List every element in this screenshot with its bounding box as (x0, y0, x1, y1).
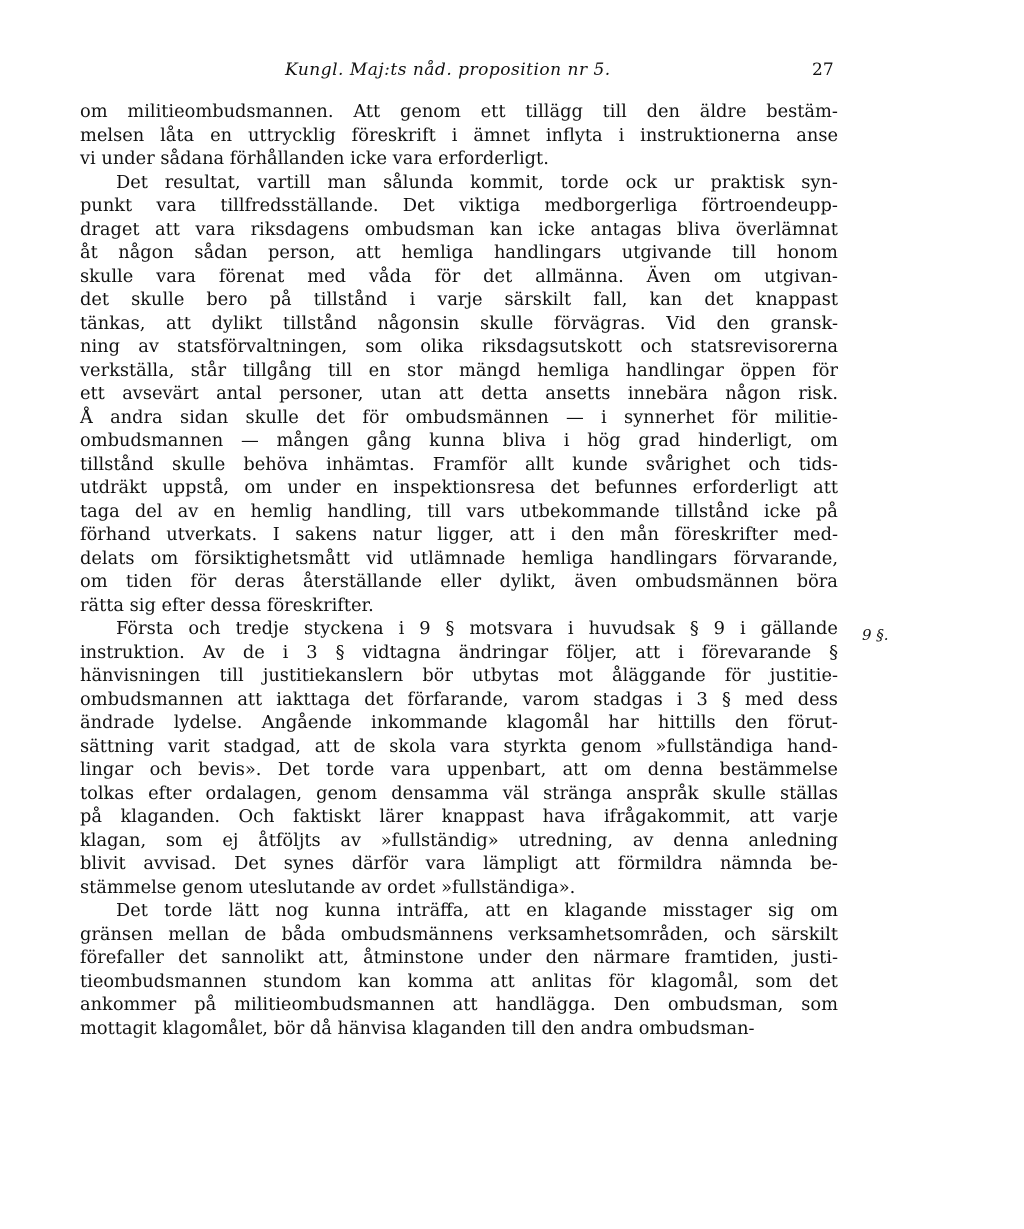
text-line: stämmelse genom uteslutande av ordet »fullständiga». (80, 876, 576, 898)
text-line: det skulle bero på tillstånd i varje särskilt fall, kan det knappast (80, 289, 838, 310)
text-line: blivit avvisad. Det synes därför vara lämpligt att förmildra nämnda be- (80, 853, 838, 874)
text-line: åt någon sådan person, att hemliga handlingars utgivande till honom (80, 242, 838, 263)
body-text (80, 100, 838, 1040)
text-line: mottagit klagomålet, bör då hänvisa klaganden till den andra ombudsman- (80, 1017, 755, 1039)
text-line: Det torde lätt nog kunna inträffa, att en klagande misstager sig om (116, 900, 838, 921)
text-line: gränsen mellan de båda ombudsmännens verksamhetsområden, och särskilt (80, 923, 838, 945)
text-line: lingar och bevis». Det torde vara uppenbart, att om denna bestämmelse (80, 759, 838, 780)
page-number: 27 (812, 60, 834, 80)
text-line: verkställa, står tillgång till en stor mängd hemliga handlingar öppen för (80, 359, 838, 381)
text-line: Det resultat, vartill man sålunda kommit, torde ock ur praktisk syn- (116, 171, 838, 193)
text-line: ombudsmannen att iakttaga det förfarande, varom stadgas i 3 § med dess (80, 688, 838, 710)
text-line: sättning varit stadgad, att de skola vara styrkta genom »fullständiga hand- (80, 735, 838, 757)
text-line: tänkas, att dylikt tillstånd någonsin skulle förvägras. Vid den gransk- (80, 312, 838, 334)
text-line: vi under sådana förhållanden icke vara erforderligt. (80, 148, 549, 169)
text-line: om tiden för deras återställande eller dylikt, även ombudsmännen böra (80, 571, 838, 592)
text-line: ett avsevärt antal personer, utan att detta ansetts innebära någon risk. (80, 383, 838, 404)
margin-note: 9 §. (862, 626, 889, 644)
text-line: tolkas efter ordalagen, genom densamma väl stränga anspråk skulle ställas (80, 782, 838, 804)
text-line: om militieombudsmannen. Att genom ett tillägg till den äldre bestäm- (80, 101, 838, 122)
text-line: utdräkt uppstå, om under en inspektionsresa det befunnes erforderligt att (80, 477, 838, 498)
text-line: taga del av en hemlig handling, till vars utbekommande tillstånd icke på (80, 500, 838, 522)
text-line: Första och tredje styckena i 9 § motsvara i huvudsak § 9 i gällande (116, 618, 838, 639)
text-line: tillstånd skulle behöva inhämtas. Framför allt kunde svårighet och tids- (80, 453, 838, 475)
text-line: delats om försiktighetsmått vid utlämnade hemliga handlingars förvarande, (80, 547, 838, 569)
text-line: draget att vara riksdagens ombudsman kan icke antagas bliva överlämnat (80, 218, 838, 240)
text-line: ombudsmannen — mången gång kunna bliva i hög grad hinderligt, om (80, 430, 838, 451)
text-line: ning av statsförvaltningen, som olika riksdagsutskott och statsrevisorerna (80, 336, 838, 357)
text-line: tieombudsmannen stundom kan komma att anlitas för klagomål, som det (80, 970, 838, 992)
text-line: instruktion. Av de i 3 § vidtagna ändringar följer, att i förevarande § (80, 641, 838, 663)
text-line: ankommer på militieombudsmannen att handlägga. Den ombudsman, som (80, 994, 838, 1015)
text-line: klagan, som ej åtföljts av »fullständig» utredning, av denna anledning (80, 829, 838, 851)
text-line: förefaller det sannolikt att, åtminstone under den närmare framtiden, justi- (80, 947, 838, 968)
text-line: punkt vara tillfredsställande. Det viktiga medborgerliga förtroendeupp- (80, 195, 838, 216)
text-line: Å andra sidan skulle det för ombudsmännen — i synnerhet för militie- (80, 406, 838, 428)
running-header-title: Kungl. Maj:ts nåd. proposition nr 5. (285, 60, 611, 80)
text-line: skulle vara förenat med våda för det allmänna. Även om utgivan- (80, 265, 838, 287)
text-line: hänvisningen till justitiekanslern bör utbytas mot åläggande för justitie- (80, 665, 838, 686)
text-line: ändrade lydelse. Angående inkommande klagomål har hittills den förut- (80, 712, 838, 733)
text-line: melsen låta en uttrycklig föreskrift i ämnet inflyta i instruktionerna anse (80, 124, 838, 146)
text-line: rätta sig efter dessa föreskrifter. (80, 594, 374, 616)
text-line: på klaganden. Och faktiskt lärer knappast hava ifrågakommit, att varje (80, 806, 838, 827)
text-line: förhand utverkats. I sakens natur ligger, att i den mån föreskrifter med- (80, 524, 838, 545)
